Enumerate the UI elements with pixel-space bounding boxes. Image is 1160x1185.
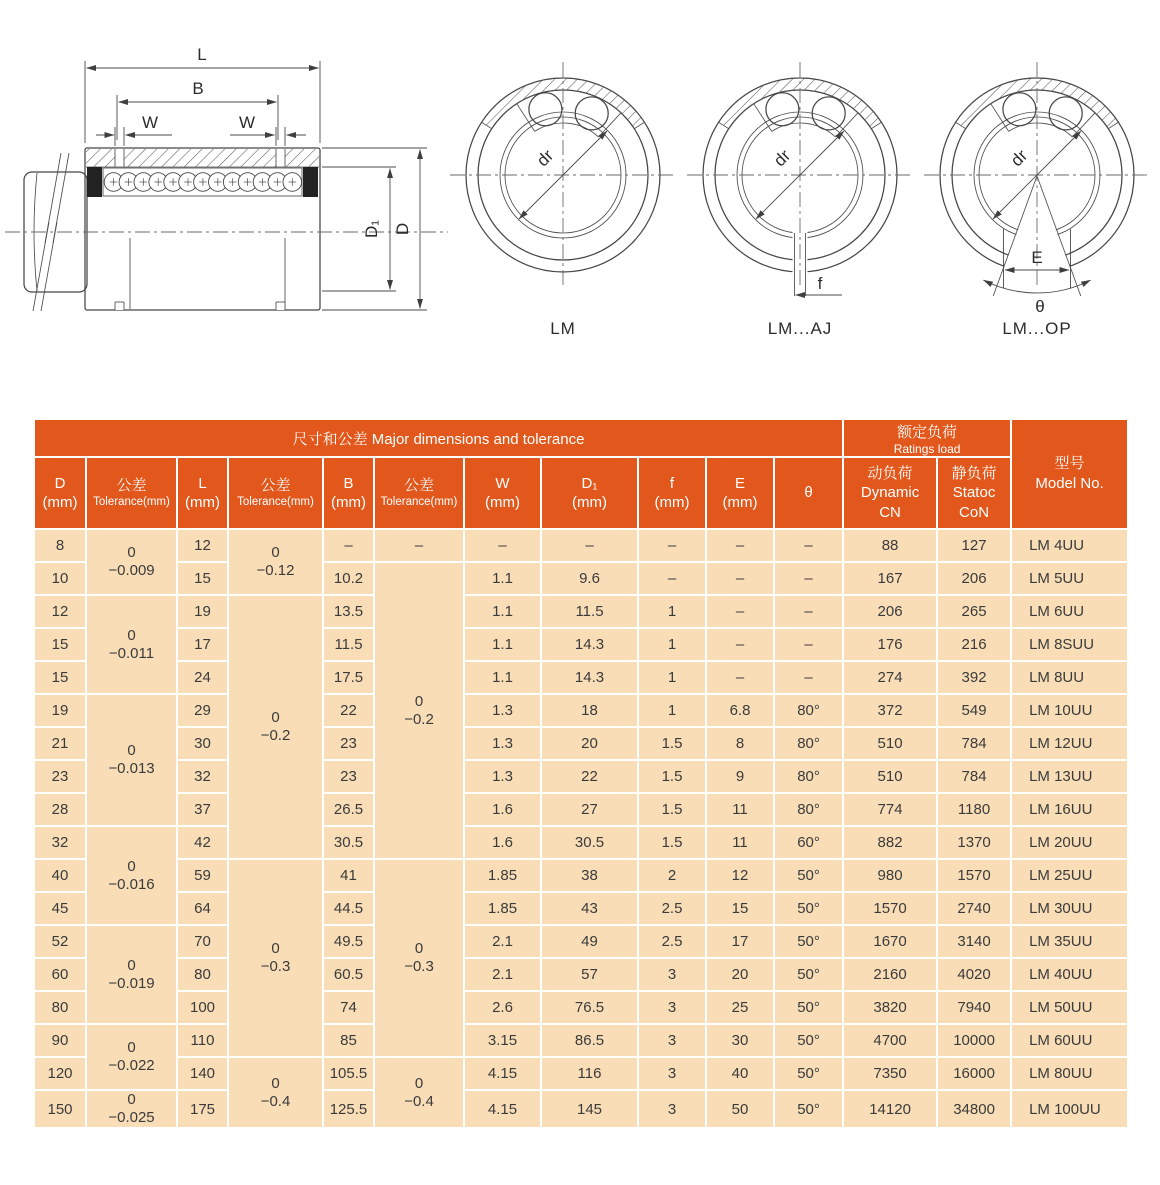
header-dimensions-group: 尺寸和公差 Major dimensions and tolerance <box>34 419 843 457</box>
cell-d_tol: 0 −0.011 <box>86 595 177 694</box>
cell-d1: 27 <box>541 793 638 826</box>
column-header-l_tol: 公差 Tolerance(mm) <box>228 457 323 529</box>
cell-b: 23 <box>323 760 374 793</box>
cell-f: 1.5 <box>638 760 706 793</box>
cell-e: 6.8 <box>706 694 774 727</box>
cell-b: – <box>323 529 374 562</box>
table-row <box>34 859 1128 892</box>
cell-d: 23 <box>34 760 86 793</box>
cell-theta: 50° <box>774 892 843 925</box>
cell-con: 216 <box>937 628 1011 661</box>
cell-l: 100 <box>177 991 228 1024</box>
cell-l: 42 <box>177 826 228 859</box>
cell-l: 24 <box>177 661 228 694</box>
column-header-e: E (mm) <box>706 457 774 529</box>
column-header-b_tol: 公差 Tolerance(mm) <box>374 457 464 529</box>
cell-con: 265 <box>937 595 1011 628</box>
bore-dia-label: dr <box>1007 146 1032 171</box>
cell-model: LM 13UU <box>1011 760 1128 793</box>
cell-b: 85 <box>323 1024 374 1057</box>
table-row <box>34 793 1128 826</box>
cell-l: 59 <box>177 859 228 892</box>
dim-label-d1: D₁ <box>362 219 381 239</box>
cell-cn: 774 <box>843 793 937 826</box>
cell-w: 1.1 <box>464 562 541 595</box>
cell-d1: 22 <box>541 760 638 793</box>
cell-model: LM 4UU <box>1011 529 1128 562</box>
column-header-f: f (mm) <box>638 457 706 529</box>
cell-f: 3 <box>638 1090 706 1128</box>
bore-dia-label: dr <box>770 146 795 171</box>
cell-l: 17 <box>177 628 228 661</box>
cell-w: 1.85 <box>464 859 541 892</box>
cell-cn: 206 <box>843 595 937 628</box>
cell-b: 30.5 <box>323 826 374 859</box>
cell-b_tol: 0 −0.4 <box>374 1057 464 1128</box>
cell-model: LM 80UU <box>1011 1057 1128 1090</box>
cell-d: 10 <box>34 562 86 595</box>
cell-model: LM 10UU <box>1011 694 1128 727</box>
cell-d_tol: 0 −0.013 <box>86 694 177 826</box>
cell-con: 392 <box>937 661 1011 694</box>
cell-e: 15 <box>706 892 774 925</box>
cell-d: 45 <box>34 892 86 925</box>
dimensions-table <box>33 418 1129 1129</box>
cell-theta: – <box>774 562 843 595</box>
cell-cn: 372 <box>843 694 937 727</box>
cell-w: 1.3 <box>464 760 541 793</box>
cell-model: LM 100UU <box>1011 1090 1128 1128</box>
cell-model: LM 6UU <box>1011 595 1128 628</box>
cell-d: 80 <box>34 991 86 1024</box>
circlip-groove-right <box>276 149 285 167</box>
cell-model: LM 8UU <box>1011 661 1128 694</box>
cell-f: 1.5 <box>638 826 706 859</box>
ratings-group-en: Ratings load <box>893 442 961 456</box>
cell-con: 1180 <box>937 793 1011 826</box>
cell-e: – <box>706 628 774 661</box>
cell-model: LM 60UU <box>1011 1024 1128 1057</box>
cell-cn: 1570 <box>843 892 937 925</box>
table-row <box>34 595 1128 628</box>
cell-e: – <box>706 562 774 595</box>
table-row <box>34 628 1128 661</box>
cell-d: 40 <box>34 859 86 892</box>
cell-theta: 50° <box>774 1090 843 1128</box>
cell-d1: 20 <box>541 727 638 760</box>
cell-f: 1 <box>638 595 706 628</box>
dim-label-d: D <box>393 222 412 236</box>
cell-e: 9 <box>706 760 774 793</box>
cell-b: 10.2 <box>323 562 374 595</box>
cell-theta: 80° <box>774 793 843 826</box>
cell-cn: 1670 <box>843 925 937 958</box>
cell-d1: 57 <box>541 958 638 991</box>
cell-l: 140 <box>177 1057 228 1090</box>
column-header-con: 静负荷 Statoc CoN <box>937 457 1011 529</box>
cell-d1: 18 <box>541 694 638 727</box>
cell-f: 3 <box>638 1057 706 1090</box>
cell-l: 70 <box>177 925 228 958</box>
cell-d1: 14.3 <box>541 661 638 694</box>
table-row <box>34 1024 1128 1057</box>
cell-f: – <box>638 529 706 562</box>
cell-cn: 2160 <box>843 958 937 991</box>
table-row <box>34 661 1128 694</box>
cell-d1: 76.5 <box>541 991 638 1024</box>
cell-theta: 80° <box>774 760 843 793</box>
dim-label-theta: θ <box>1035 297 1045 316</box>
table-row <box>34 958 1128 991</box>
column-header-l: L (mm) <box>177 457 228 529</box>
cell-d: 8 <box>34 529 86 562</box>
seal-left <box>87 167 102 197</box>
cell-theta: 60° <box>774 826 843 859</box>
cell-b_tol: 0 −0.3 <box>374 859 464 1057</box>
cell-b: 49.5 <box>323 925 374 958</box>
table-row <box>34 991 1128 1024</box>
cell-b: 11.5 <box>323 628 374 661</box>
cell-f: 3 <box>638 958 706 991</box>
dim-label-w-left: W <box>141 113 159 132</box>
view-label-lm: LM <box>550 319 576 338</box>
cell-cn: 274 <box>843 661 937 694</box>
cell-theta: 80° <box>774 727 843 760</box>
cell-cn: 882 <box>843 826 937 859</box>
column-header-d_tol: 公差 Tolerance(mm) <box>86 457 177 529</box>
cell-w: 2.6 <box>464 991 541 1024</box>
cell-l: 64 <box>177 892 228 925</box>
cell-model: LM 50UU <box>1011 991 1128 1024</box>
cell-w: – <box>464 529 541 562</box>
cell-d: 28 <box>34 793 86 826</box>
cell-con: 16000 <box>937 1057 1011 1090</box>
cell-con: 784 <box>937 727 1011 760</box>
cell-cn: 88 <box>843 529 937 562</box>
cell-theta: – <box>774 529 843 562</box>
cell-d: 12 <box>34 595 86 628</box>
table-row <box>34 826 1128 859</box>
cell-d: 15 <box>34 661 86 694</box>
cell-d1: 43 <box>541 892 638 925</box>
cell-model: LM 20UU <box>1011 826 1128 859</box>
model-header-en: Model No. <box>1035 475 1104 492</box>
cell-w: 4.15 <box>464 1057 541 1090</box>
cell-model: LM 8SUU <box>1011 628 1128 661</box>
header-ratings-group <box>843 419 1011 457</box>
cell-w: 1.1 <box>464 628 541 661</box>
cell-cn: 980 <box>843 859 937 892</box>
cell-theta: 50° <box>774 958 843 991</box>
cell-l: 29 <box>177 694 228 727</box>
section-view <box>5 45 448 311</box>
model-header-cn: 型号 <box>1054 454 1085 472</box>
cell-d_tol: 0 −0.016 <box>86 826 177 925</box>
cell-w: 4.15 <box>464 1090 541 1128</box>
cell-d_tol: 0 −0.022 <box>86 1024 177 1090</box>
cell-con: 2740 <box>937 892 1011 925</box>
cell-theta: 50° <box>774 1057 843 1090</box>
dim-label-w-right: W <box>238 113 256 132</box>
cell-b_tol: 0 −0.2 <box>374 562 464 859</box>
cell-b: 22 <box>323 694 374 727</box>
cell-theta: 50° <box>774 859 843 892</box>
cell-e: 40 <box>706 1057 774 1090</box>
front-view-lm-op <box>924 62 1150 338</box>
cell-model: LM 40UU <box>1011 958 1128 991</box>
cell-d1: 49 <box>541 925 638 958</box>
cell-cn: 510 <box>843 727 937 760</box>
cell-con: 3140 <box>937 925 1011 958</box>
front-view-lm-aj <box>687 62 913 338</box>
table-row <box>34 1090 1128 1128</box>
dim-label-f: f <box>817 274 823 293</box>
dim-label-e: E <box>1031 248 1043 267</box>
cell-l: 12 <box>177 529 228 562</box>
cell-l_tol: 0 −0.3 <box>228 859 323 1057</box>
cell-w: 1.1 <box>464 661 541 694</box>
cell-l: 30 <box>177 727 228 760</box>
cell-b_tol: – <box>374 529 464 562</box>
cell-b: 44.5 <box>323 892 374 925</box>
cell-cn: 7350 <box>843 1057 937 1090</box>
cell-w: 1.3 <box>464 694 541 727</box>
cell-con: 206 <box>937 562 1011 595</box>
cell-e: 11 <box>706 793 774 826</box>
cell-f: 2.5 <box>638 925 706 958</box>
cell-b: 23 <box>323 727 374 760</box>
cell-w: 2.1 <box>464 925 541 958</box>
view-label-lm-aj: LM...AJ <box>767 319 833 338</box>
cell-theta: 80° <box>774 694 843 727</box>
table-row <box>34 760 1128 793</box>
table-row <box>34 892 1128 925</box>
cell-e: 50 <box>706 1090 774 1128</box>
table-row <box>34 727 1128 760</box>
cell-model: LM 16UU <box>1011 793 1128 826</box>
cell-d: 19 <box>34 694 86 727</box>
cell-e: 17 <box>706 925 774 958</box>
table-row <box>34 529 1128 562</box>
cell-l: 175 <box>177 1090 228 1128</box>
cell-model: LM 25UU <box>1011 859 1128 892</box>
cell-f: 1 <box>638 661 706 694</box>
table-row <box>34 562 1128 595</box>
cell-l: 37 <box>177 793 228 826</box>
cell-d1: 14.3 <box>541 628 638 661</box>
ball-row <box>104 173 301 192</box>
column-header-d1: D₁ (mm) <box>541 457 638 529</box>
cell-d1: 11.5 <box>541 595 638 628</box>
cell-l_tol: 0 −0.2 <box>228 595 323 859</box>
cell-b: 105.5 <box>323 1057 374 1090</box>
cell-cn: 510 <box>843 760 937 793</box>
cell-d: 120 <box>34 1057 86 1090</box>
cell-l: 32 <box>177 760 228 793</box>
seal-right <box>303 167 318 197</box>
cell-f: 1 <box>638 628 706 661</box>
cell-d1: 116 <box>541 1057 638 1090</box>
cell-b: 17.5 <box>323 661 374 694</box>
cell-b: 13.5 <box>323 595 374 628</box>
technical-drawing <box>0 0 1160 405</box>
bore-dia-label: dr <box>533 146 558 171</box>
cell-f: 1 <box>638 694 706 727</box>
cell-d: 150 <box>34 1090 86 1128</box>
ball-icon <box>529 93 562 126</box>
front-view-lm <box>450 62 676 338</box>
cell-con: 10000 <box>937 1024 1011 1057</box>
cell-d1: 86.5 <box>541 1024 638 1057</box>
cell-d_tol: 0 −0.019 <box>86 925 177 1024</box>
dim-label-b: B <box>192 79 204 98</box>
cell-d: 90 <box>34 1024 86 1057</box>
column-header-w: W (mm) <box>464 457 541 529</box>
cell-e: – <box>706 661 774 694</box>
cell-f: 2 <box>638 859 706 892</box>
cell-b: 41 <box>323 859 374 892</box>
cell-con: 34800 <box>937 1090 1011 1128</box>
cell-d: 32 <box>34 826 86 859</box>
cell-theta: 50° <box>774 925 843 958</box>
cell-e: 30 <box>706 1024 774 1057</box>
cell-con: 7940 <box>937 991 1011 1024</box>
cell-f: 3 <box>638 991 706 1024</box>
cell-b: 125.5 <box>323 1090 374 1128</box>
cell-cn: 14120 <box>843 1090 937 1128</box>
view-label-lm-op: LM...OP <box>1002 319 1072 338</box>
cell-e: 12 <box>706 859 774 892</box>
cell-cn: 176 <box>843 628 937 661</box>
cell-cn: 3820 <box>843 991 937 1024</box>
cell-d: 15 <box>34 628 86 661</box>
cell-d1: – <box>541 529 638 562</box>
cell-cn: 167 <box>843 562 937 595</box>
ratings-group-cn: 额定负荷 <box>897 424 958 441</box>
cell-l_tol: 0 −0.12 <box>228 529 323 595</box>
cell-f: 3 <box>638 1024 706 1057</box>
cell-d1: 38 <box>541 859 638 892</box>
cell-d1: 9.6 <box>541 562 638 595</box>
cell-model: LM 12UU <box>1011 727 1128 760</box>
cell-w: 1.6 <box>464 826 541 859</box>
cell-d1: 145 <box>541 1090 638 1128</box>
cell-l_tol: 0 −0.4 <box>228 1057 323 1128</box>
cell-theta: 50° <box>774 991 843 1024</box>
cell-d1: 30.5 <box>541 826 638 859</box>
cell-w: 1.6 <box>464 793 541 826</box>
column-header-b: B (mm) <box>323 457 374 529</box>
column-header-cn: 动负荷 Dynamic CN <box>843 457 937 529</box>
cell-w: 1.1 <box>464 595 541 628</box>
dim-label-l: L <box>197 45 207 64</box>
cell-l: 80 <box>177 958 228 991</box>
cell-e: 25 <box>706 991 774 1024</box>
cell-f: 1.5 <box>638 793 706 826</box>
cell-l: 110 <box>177 1024 228 1057</box>
table-row <box>34 925 1128 958</box>
cell-d_tol: 0 −0.025 <box>86 1090 177 1128</box>
cell-model: LM 30UU <box>1011 892 1128 925</box>
table-row <box>34 1057 1128 1090</box>
cell-w: 3.15 <box>464 1024 541 1057</box>
cell-l: 19 <box>177 595 228 628</box>
circlip-groove-left <box>115 149 124 167</box>
cell-f: – <box>638 562 706 595</box>
cell-model: LM 35UU <box>1011 925 1128 958</box>
table-row <box>34 694 1128 727</box>
cell-con: 1570 <box>937 859 1011 892</box>
cell-con: 784 <box>937 760 1011 793</box>
cell-d: 60 <box>34 958 86 991</box>
cell-d_tol: 0 −0.009 <box>86 529 177 595</box>
cell-e: 20 <box>706 958 774 991</box>
cell-e: 11 <box>706 826 774 859</box>
cell-e: – <box>706 529 774 562</box>
column-header-d: D (mm) <box>34 457 86 529</box>
cell-f: 1.5 <box>638 727 706 760</box>
cell-l: 15 <box>177 562 228 595</box>
cell-con: 1370 <box>937 826 1011 859</box>
cell-b: 26.5 <box>323 793 374 826</box>
cell-theta: – <box>774 628 843 661</box>
header-model <box>1011 419 1128 529</box>
cell-d: 52 <box>34 925 86 958</box>
cell-theta: – <box>774 661 843 694</box>
cell-b: 74 <box>323 991 374 1024</box>
cell-f: 2.5 <box>638 892 706 925</box>
ball-icon <box>1003 93 1036 126</box>
cell-con: 127 <box>937 529 1011 562</box>
ball-icon <box>766 93 799 126</box>
cell-w: 1.3 <box>464 727 541 760</box>
column-header-theta: θ <box>774 457 843 529</box>
cell-b: 60.5 <box>323 958 374 991</box>
cell-w: 1.85 <box>464 892 541 925</box>
cell-d: 21 <box>34 727 86 760</box>
cell-theta: – <box>774 595 843 628</box>
cell-model: LM 5UU <box>1011 562 1128 595</box>
cell-con: 4020 <box>937 958 1011 991</box>
cell-e: 8 <box>706 727 774 760</box>
cell-cn: 4700 <box>843 1024 937 1057</box>
cell-e: – <box>706 595 774 628</box>
cell-w: 2.1 <box>464 958 541 991</box>
cell-theta: 50° <box>774 1024 843 1057</box>
cell-con: 549 <box>937 694 1011 727</box>
bearing-body <box>85 148 320 310</box>
